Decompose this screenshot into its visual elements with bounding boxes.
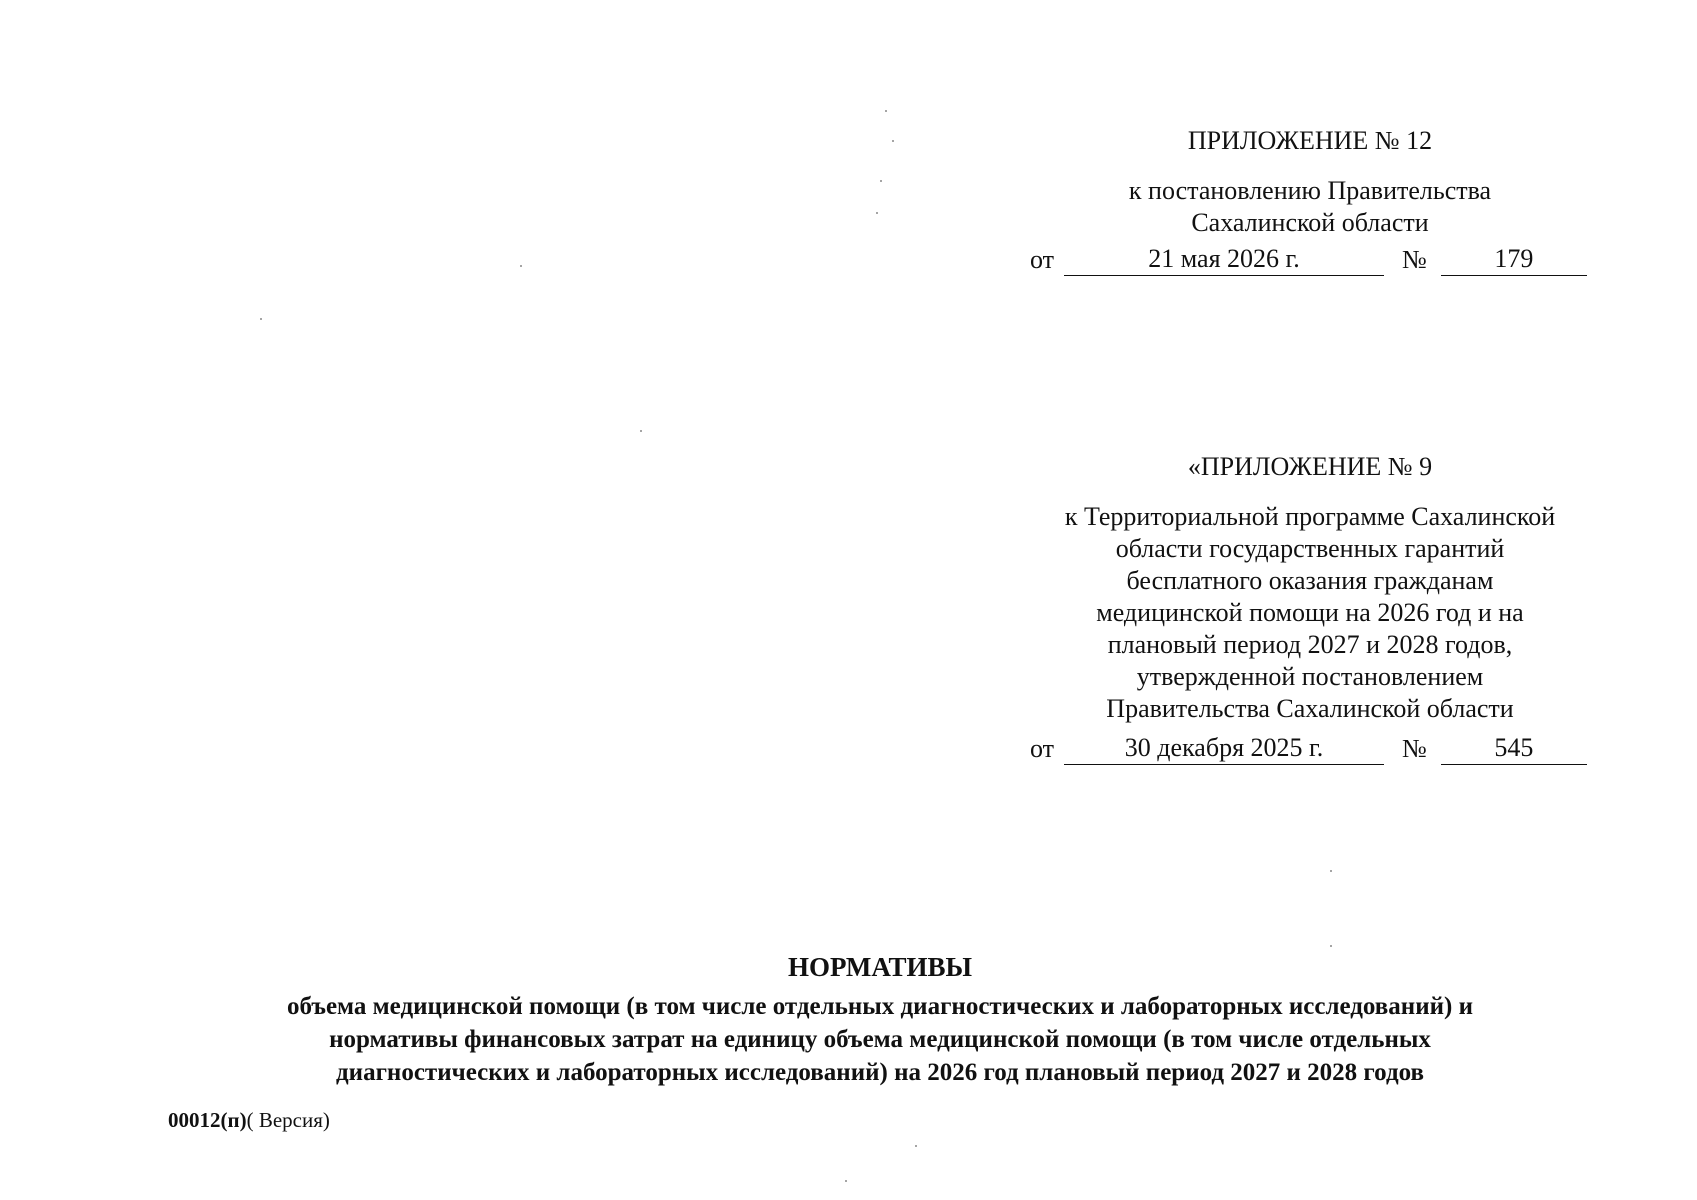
appendix-9-signature-row xyxy=(1030,732,1587,765)
subtitle-line: объема медицинской помощи (в том числе отдельных диагностических и лабораторных исследований) и xyxy=(287,993,1473,1020)
number-label: № xyxy=(1402,734,1427,763)
version-code: 00012(п) xyxy=(168,1108,247,1132)
document-heading: НОРМАТИВЫ xyxy=(787,952,973,982)
appendix-9-line: к Территориальной программе Сахалинской xyxy=(1064,502,1556,531)
appendix-9-line: плановый период 2027 и 2028 годов, xyxy=(1107,630,1513,659)
appendix-9-line: бесплатного оказания гражданам xyxy=(1126,566,1494,595)
from-label: от xyxy=(1030,245,1055,274)
scan-speck xyxy=(1330,945,1332,947)
from-label: от xyxy=(1030,734,1055,763)
appendix-12-line-1: к постановлению Правительства xyxy=(1128,176,1492,205)
appendix-9-line: Правительства Сахалинской области xyxy=(1106,694,1514,723)
appendix-9-header xyxy=(1020,451,1600,725)
appendix-12-header xyxy=(1020,125,1600,239)
appendix-9-line: области государственных гарантий xyxy=(1115,534,1505,563)
scan-speck xyxy=(520,265,522,267)
appendix-9-title: «ПРИЛОЖЕНИЕ № 9 xyxy=(1187,452,1433,481)
program-number-field xyxy=(1441,732,1587,765)
scan-speck xyxy=(640,430,642,432)
scan-speck xyxy=(876,212,878,214)
scan-speck xyxy=(1330,870,1332,872)
version-label: ( Версия) xyxy=(246,1108,330,1132)
subtitle-line: диагностических и лабораторных исследований) на 2026 год плановый период 2027 и 2028 годов xyxy=(336,1059,1424,1086)
scan-speck xyxy=(845,1180,847,1182)
appendix-9-line: медицинской помощи на 2026 год и на xyxy=(1096,598,1524,627)
number-label: № xyxy=(1402,245,1427,274)
appendix-12-title: ПРИЛОЖЕНИЕ № 12 xyxy=(1187,126,1433,155)
document-subtitle xyxy=(150,990,1610,1089)
version-mark xyxy=(168,1108,330,1133)
appendix-9-line: утвержденной постановлением xyxy=(1136,662,1484,691)
resolution-number-field xyxy=(1441,243,1587,276)
scan-speck xyxy=(892,140,894,142)
scan-speck xyxy=(260,318,262,320)
scan-speck xyxy=(885,110,887,112)
scan-speck xyxy=(915,1145,917,1147)
appendix-12-signature-row xyxy=(1030,243,1587,276)
program-number: 545 xyxy=(1494,733,1534,762)
scan-speck xyxy=(880,180,882,182)
appendix-12-line-2: Сахалинской области xyxy=(1191,208,1429,237)
resolution-number: 179 xyxy=(1494,244,1534,273)
subtitle-line: нормативы финансовых затрат на единицу объема медицинской помощи (в том числе отдельных xyxy=(329,1026,1431,1053)
resolution-date: 21 мая 2026 г. xyxy=(1064,243,1384,276)
program-date: 30 декабря 2025 г. xyxy=(1064,732,1384,765)
